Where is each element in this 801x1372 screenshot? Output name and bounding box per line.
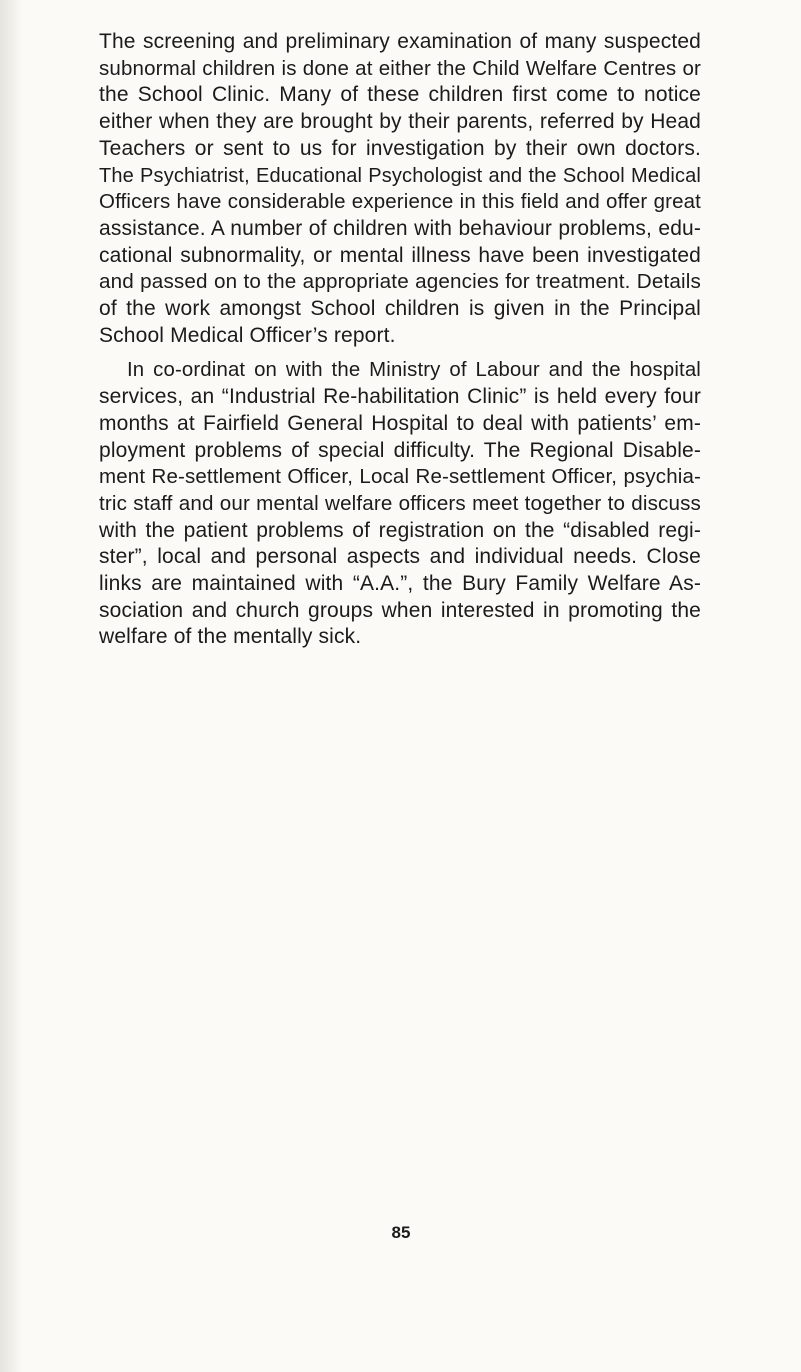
text-line: The Psychiatrist, Educational Psychologist and the School Medical bbox=[99, 164, 701, 187]
text-line: ment Re-settlement Officer, Local Re-settlement Officer, psychia- bbox=[99, 465, 701, 489]
text-line: Teachers or sent to us for investigation by their own doctors. bbox=[99, 136, 701, 160]
scan-edge-shading bbox=[0, 0, 22, 1372]
paragraph-2 bbox=[99, 357, 701, 651]
text-line: either when they are brought by their parents, referred by Head bbox=[99, 110, 701, 134]
body-text bbox=[99, 29, 701, 651]
text-line: with the patient problems of registration on the “disabled regi- bbox=[99, 518, 701, 542]
text-line: links are maintained with “A.A.”, the Bury Family Welfare As- bbox=[99, 572, 701, 596]
text-line: months at Fairfield General Hospital to deal with patients’ em- bbox=[99, 411, 701, 435]
text-line: of the work amongst School children is given in the Principal bbox=[99, 297, 701, 321]
text-line: ster”, local and personal aspects and individual needs. Close bbox=[99, 545, 701, 569]
text-line: and passed on to the appropriate agencies for treatment. Details bbox=[99, 270, 701, 294]
text-line: assistance. A number of children with behaviour problems, edu- bbox=[99, 216, 701, 240]
text-line: welfare of the mentally sick. bbox=[99, 625, 362, 649]
page-number: 85 bbox=[391, 1223, 411, 1242]
text-line: School Medical Officer’s report. bbox=[99, 323, 396, 347]
paragraph-1 bbox=[99, 29, 701, 349]
text-line: In co-ordinat on with the Ministry of Labour and the hospital bbox=[127, 359, 701, 382]
text-line: tric staff and our mental welfare officers meet together to discuss bbox=[99, 491, 701, 515]
text-line: the School Clinic. Many of these children first come to notice bbox=[99, 83, 701, 107]
text-line: subnormal children is done at either the Child Welfare Centres or bbox=[99, 56, 701, 80]
text-line: ployment problems of special difficulty. The Regional Disable- bbox=[99, 438, 701, 462]
text-line: cational subnormality, or mental illness have been investigated bbox=[99, 243, 701, 267]
text-line: sociation and church groups when interested in promoting the bbox=[99, 598, 701, 622]
text-line: Officers have considerable experience in this field and offer great bbox=[99, 190, 701, 214]
text-line: The screening and preliminary examination of many suspected bbox=[99, 30, 701, 53]
text-line: services, an “Industrial Re-habilitation Clinic” is held every four bbox=[99, 385, 701, 409]
